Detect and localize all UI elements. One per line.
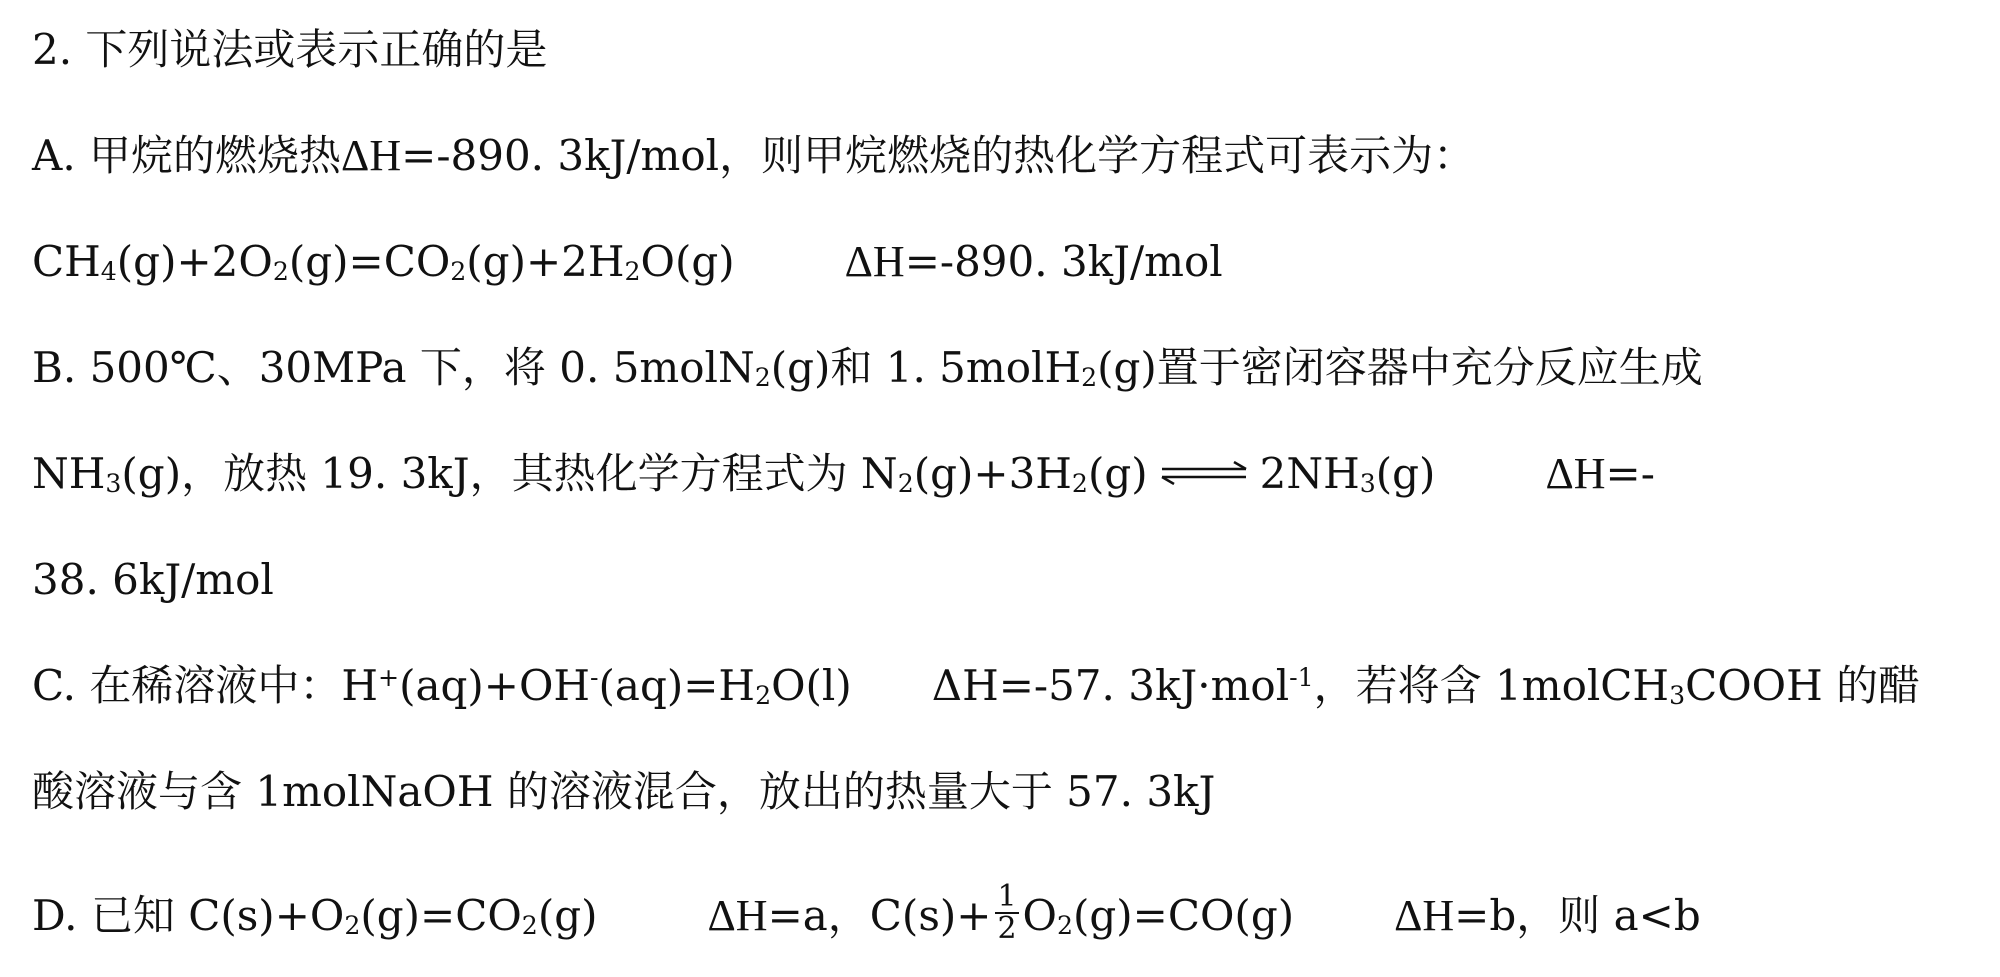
option-d-line (32, 879, 1701, 946)
eq-subscript: 2 (624, 257, 641, 286)
option-b-text: (g)和 1. 5molH (770, 343, 1082, 392)
option-c-text: ，若将含 1molCH (1313, 661, 1670, 710)
eq-value: =-890. 3kJ/mol (904, 237, 1223, 286)
option-c-text: 酸溶液与含 1molNaOH 的溶液混合，放出的热量大于 57. 3kJ (32, 767, 1216, 816)
eq-subscript: 2 (897, 469, 914, 498)
eq-value: =a，C(s)+ (767, 891, 992, 940)
option-a-line1 (32, 128, 1475, 184)
eq-subscript: 3 (1669, 681, 1686, 710)
eq-part: (g)，放热 19. 3kJ，其热化学方程式为 N (121, 449, 898, 498)
stem-text: 2. 下列说法或表示正确的是 (32, 25, 548, 74)
option-b-line2 (32, 446, 1655, 502)
equilibrium-arrow-icon (1154, 461, 1254, 485)
eq-part: (g)=CO (360, 891, 522, 940)
eq-part: (aq)+OH (399, 661, 591, 710)
eq-value: 38. 6kJ/mol (32, 555, 274, 604)
delta-h-symbol: ΔH (1394, 891, 1455, 940)
eq-superscript: + (377, 663, 400, 692)
eq-subscript: 2 (1071, 469, 1088, 498)
eq-superscript: - (590, 663, 599, 692)
eq-subscript: 2 (272, 257, 289, 286)
fraction-one-half (995, 879, 1018, 946)
option-b-text: B. 500℃、30MPa 下，将 0. 5molN (32, 343, 755, 392)
option-b-line1 (32, 340, 1703, 396)
option-c-line2 (32, 764, 1215, 820)
eq-part: O (1022, 891, 1057, 940)
eq-subscript: 2 (1081, 363, 1098, 392)
eq-value: =b，则 a<b (1454, 891, 1701, 940)
option-a-equation (32, 234, 1223, 290)
question-stem (32, 22, 547, 78)
eq-subscript: 2 (1056, 911, 1074, 940)
delta-h-symbol: ΔH (844, 237, 905, 286)
option-c-line1 (32, 658, 1920, 714)
eq-subscript: 2 (521, 911, 538, 940)
option-d-text: D. 已知 C(s)+O (32, 891, 345, 940)
eq-subscript: 2 (754, 363, 771, 392)
eq-part: NH (32, 449, 106, 498)
eq-subscript: 3 (1359, 469, 1376, 498)
eq-subscript: 2 (344, 911, 361, 940)
eq-subscript: 4 (100, 257, 117, 286)
option-c-text: C. 在稀溶液中：H (32, 661, 378, 710)
eq-subscript: 3 (105, 469, 122, 498)
eq-part: (g) (1375, 449, 1436, 498)
delta-h-symbol: ΔH (1545, 449, 1606, 498)
eq-superscript: -1 (1289, 663, 1314, 692)
option-a-text: A. 甲烷的燃烧热 (32, 131, 342, 180)
eq-part: O(g) (640, 237, 735, 286)
eq-part: O(l) (771, 661, 852, 710)
eq-part: 2NH (1259, 449, 1360, 498)
fraction-numerator: 1 (997, 879, 1017, 914)
option-b-text: (g)置于密闭容器中充分反应生成 (1097, 343, 1703, 392)
eq-value: =- (1605, 449, 1655, 498)
eq-part: (g)+2H (466, 237, 625, 286)
eq-part: (g) (537, 891, 598, 940)
delta-h-symbol: ΔH (341, 131, 402, 180)
delta-h-symbol: ΔH (707, 891, 768, 940)
eq-part: (g)+2O (116, 237, 273, 286)
fraction-denominator: 2 (997, 911, 1017, 946)
eq-part: (g)+3H (913, 449, 1072, 498)
eq-part: (g)=CO (288, 237, 451, 286)
eq-subscript: 2 (755, 681, 772, 710)
eq-value: ΔH=-57. 3kJ·mol (931, 661, 1290, 710)
eq-part: CH (32, 237, 101, 286)
option-a-tail: =-890. 3kJ/mol，则甲烷燃烧的热化学方程式可表示为： (401, 131, 1476, 180)
eq-part: (g) (1087, 449, 1148, 498)
eq-part: (g)=CO(g) (1073, 891, 1295, 940)
eq-part: (aq)=H (598, 661, 756, 710)
option-c-text: COOH 的醋 (1685, 661, 1921, 710)
eq-subscript: 2 (450, 257, 467, 286)
option-b-line3 (32, 552, 274, 608)
